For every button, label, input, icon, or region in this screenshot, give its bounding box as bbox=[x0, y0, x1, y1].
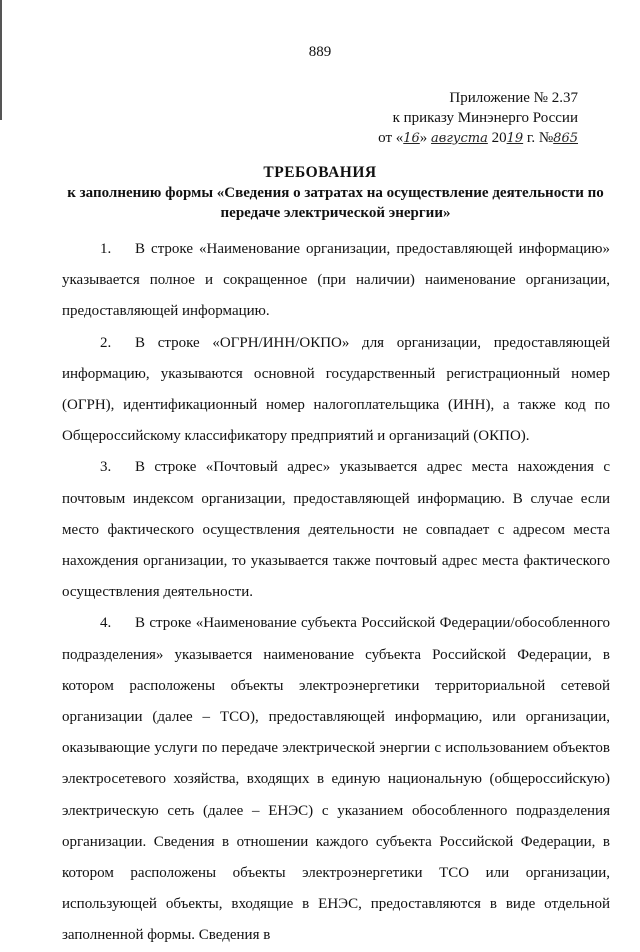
date-day-handwritten: 16 bbox=[403, 131, 420, 146]
paragraph-4 bbox=[62, 608, 610, 951]
date-month-handwritten: августа bbox=[431, 131, 488, 146]
date-after: г. № bbox=[523, 130, 554, 146]
document-subtitle: к заполнению формы «Сведения о затратах на осуществление деятельности по передаче электрической энергии» bbox=[67, 185, 604, 221]
date-prefix: от « bbox=[378, 130, 404, 146]
page-number: 889 bbox=[308, 44, 332, 60]
appendix-date-line bbox=[378, 128, 578, 149]
paragraph-1 bbox=[62, 234, 610, 328]
date-year-prefix: 20 bbox=[487, 130, 507, 146]
paragraph-3 bbox=[62, 452, 610, 608]
appendix-block bbox=[378, 88, 578, 149]
date-year-handwritten: 19 bbox=[506, 131, 524, 146]
paragraph-text: В строке «Почтовый адрес» указывается адрес места нахождения с почтовым индексом организации, предоставляющей информацию. В случае если место фактического осуществления деятельности не совпадает с адресом места нахождения организации, то указывается также почтовый адрес места фактического осуществления деятельности. bbox=[62, 459, 610, 601]
appendix-order-ref: к приказу Минэнерго России bbox=[392, 110, 578, 126]
order-number-handwritten: 865 bbox=[553, 131, 578, 146]
appendix-title: Приложение № 2.37 bbox=[449, 90, 578, 106]
paragraph-number: 1. bbox=[100, 241, 112, 257]
document-title: ТРЕБОВАНИЯ bbox=[263, 164, 377, 181]
paragraph-text: В строке «ОГРН/ИНН/ОКПО» для организации, предоставляющей информацию, указываются основной государственный регистрационный номер (ОГРН), идентификационный номер налогоплательщика (ИНН), а также код по Общероссийскому классификатору предприятий и организаций (ОКПО). bbox=[62, 334, 610, 445]
document-body bbox=[62, 234, 610, 952]
paragraph-number: 3. bbox=[100, 459, 112, 476]
paragraph-number: 4. bbox=[100, 615, 112, 632]
paragraph-text: В строке «Наименование субъекта Российской Федерации/обособленного подразделения» указывается наименование субъекта Российской Федерации, в котором расположены объекты электроэнергетики территориальной сетевой организации (далее – ТСО), предоставляющей информацию, или организации, оказывающие услуги по передаче электрической энергии с использованием объектов электросетевого хозяйства, входящих в единую национальную (общероссийскую) электрическую сеть (далее – ЕНЭС) с указанием обособленного подразделения организации. Сведения в отношении каждого субъекта Российской Федерации, в котором расположены объекты электроэнергетики ТСО или организации, использующей объекты, входящие в ЕНЭС, предоставляются в виде отдельной заполненной формы. Сведения в bbox=[62, 615, 610, 944]
paragraph-number: 2. bbox=[100, 334, 112, 351]
date-mid: » bbox=[419, 130, 432, 146]
paragraph-text: В строке «Наименование организации, предоставляющей информацию» указывается полное и сокращенное (при наличии) наименование организации, предоставляющей информацию. bbox=[62, 241, 610, 320]
paragraph-2 bbox=[62, 328, 610, 453]
